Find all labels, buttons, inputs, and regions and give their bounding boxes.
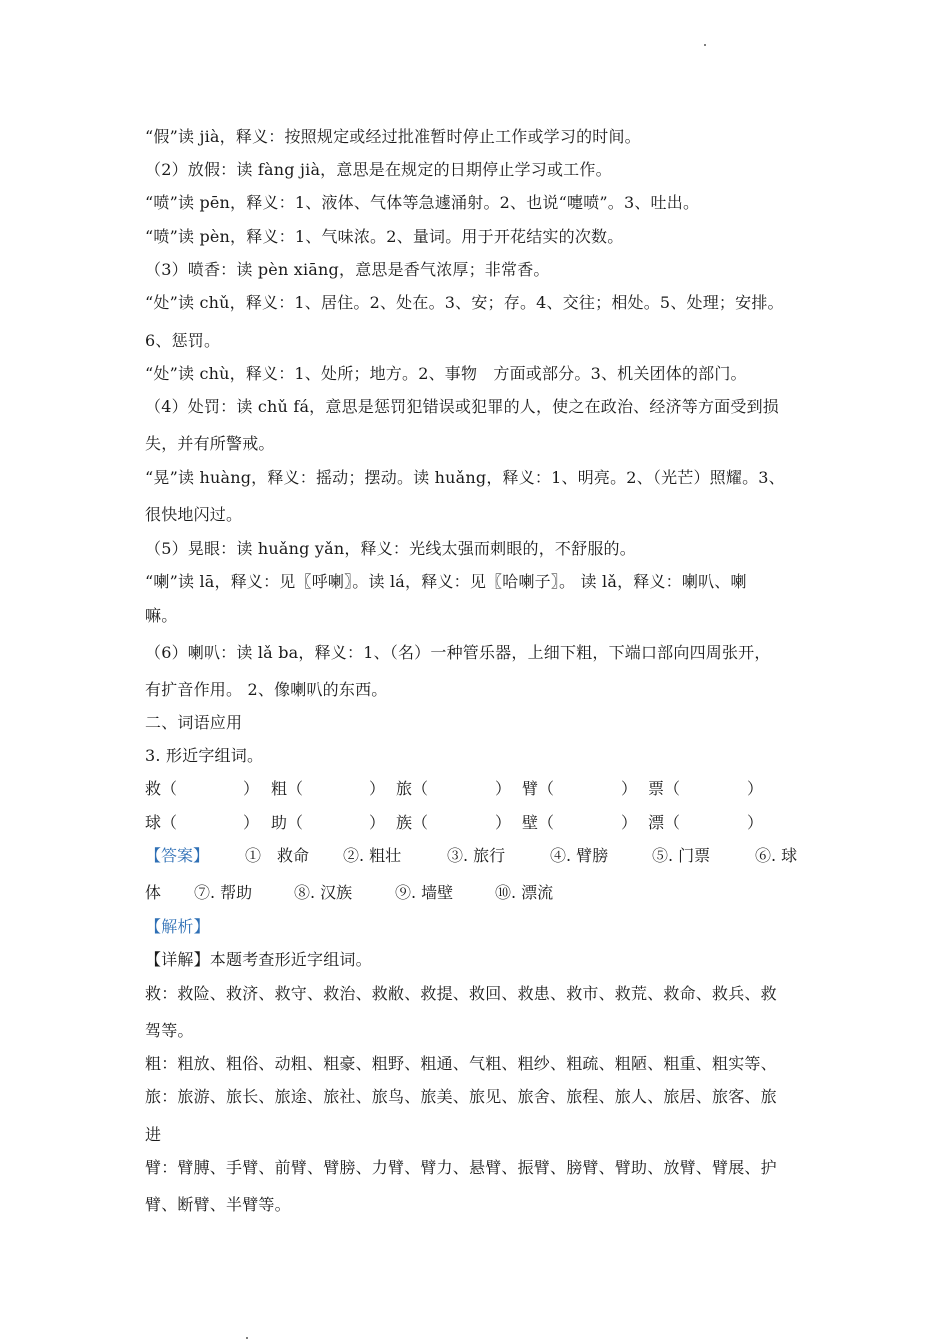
text-line: “喷”读 pèn，释义：1、气味浓。2、量词。用于开花结实的次数。 (145, 227, 624, 246)
detail-line: 臂：臂膊、手臂、前臂、臂膀、力臂、臂力、悬臂、振臂、膀臂、臂助、放臂、臂展、护 (145, 1158, 777, 1177)
word-row-2 (145, 813, 805, 833)
text-line: “喷”读 pēn，释义：1、液体、气体等急遽涌射。2、也说“嚏喷”。3、吐出。 (145, 193, 700, 212)
detail-line: 进 (145, 1125, 162, 1144)
char-cell-close: ） (495, 779, 512, 798)
detail-line: 臂、断臂、半臂等。 (145, 1195, 291, 1214)
detail-line: 粗：粗放、粗俗、动粗、粗豪、粗野、粗通、气粗、粗纱、粗疏、粗陋、粗重、粗实等、 (145, 1054, 777, 1073)
page-mark-bottom (246, 1337, 248, 1339)
question-title: 3. 形近字组词。 (145, 746, 264, 765)
answer-item: ④. 臂膀 (550, 846, 609, 865)
text-line: 失，并有所警戒。 (145, 434, 275, 453)
text-line: （2）放假：读 fàng jià，意思是在规定的日期停止学习或工作。 (145, 160, 612, 179)
char-cell-close: ） (243, 813, 260, 832)
char-cell-close: ） (243, 779, 260, 798)
detail-line: 救：救险、救济、救守、救治、救敝、救提、救回、救患、救市、救荒、救命、救兵、救 (145, 984, 777, 1003)
answer-item: ②. 粗壮 (343, 846, 402, 865)
word-row-1 (145, 779, 805, 799)
char-cell: 臂（ (522, 779, 555, 798)
detail-line: 旅：旅游、旅长、旅途、旅社、旅鸟、旅美、旅见、旅舍、旅程、旅人、旅居、旅客、旅 (145, 1087, 777, 1106)
char-cell: 助（ (271, 813, 304, 832)
answer-item: ⑦. 帮助 (194, 883, 253, 902)
answer-item: ① 救命 (245, 846, 310, 865)
char-cell-close: ） (621, 779, 638, 798)
char-cell-close: ） (369, 779, 386, 798)
text-line: 有扩音作用。 2、像喇叭的东西。 (145, 680, 388, 699)
detail-line: 驾等。 (145, 1021, 194, 1040)
char-cell: 球（ (145, 813, 178, 832)
char-cell: 旅（ (396, 779, 429, 798)
text-line: （6）喇叭：读 lǎ ba，释义：1、（名）一种管乐器，上细下粗，下端口部向四周张开， (145, 643, 771, 662)
answer-label: 【答案】 (145, 846, 210, 865)
text-line: “喇”读 lā，释义：见〖呼喇〗。读 lá，释义：见〖哈喇子〗。 读 lǎ，释义：喇叭、喇 (145, 572, 747, 591)
char-cell: 壁（ (522, 813, 555, 832)
char-cell: 救（ (145, 779, 178, 798)
detail-line: 【详解】本题考查形近字组词。 (145, 950, 372, 969)
char-cell-close: ） (747, 813, 764, 832)
text-line: “晃”读 huàng，释义：摇动；摆动。读 huǎng，释义：1、明亮。2、（光芒）照耀。3、 (145, 468, 785, 487)
answer-item: ③. 旅行 (447, 846, 506, 865)
section-heading: 二、词语应用 (145, 713, 243, 732)
answer-item: ⑨. 墙壁 (395, 883, 454, 902)
text-line: 6、惩罚。 (145, 331, 221, 350)
answer-item: ⑥. 球 (755, 846, 798, 865)
page-mark-top (704, 44, 706, 46)
text-line: “假”读 jià，释义：按照规定或经过批准暂时停止工作或学习的时间。 (145, 127, 641, 146)
char-cell-close: ） (747, 779, 764, 798)
text-line: “处”读 chǔ，释义：1、居住。2、处在。3、安；存。4、交往；相处。5、处理；安排。 (145, 293, 784, 312)
text-line: （5）晃眼：读 huǎng yǎn，释义：光线太强而刺眼的，不舒服的。 (145, 539, 636, 558)
char-cell: 族（ (396, 813, 429, 832)
char-cell-close: ） (369, 813, 386, 832)
analysis-label: 【解析】 (145, 917, 210, 936)
char-cell-close: ） (621, 813, 638, 832)
answer-item: ⑩. 漂流 (495, 883, 554, 902)
answer-item: ⑧. 汉族 (294, 883, 353, 902)
text-line: （4）处罚：读 chǔ fá，意思是惩罚犯错误或犯罪的人，使之在政治、经济等方面受到损 (145, 397, 779, 416)
text-line: （3）喷香：读 pèn xiāng，意思是香气浓厚；非常香。 (145, 260, 550, 279)
text-line: “处”读 chù，释义：1、处所；地方。2、事物 方面或部分。3、机关团体的部门。 (145, 364, 747, 383)
text-line: 嘛。 (145, 606, 178, 625)
answer-item: ⑤. 门票 (652, 846, 711, 865)
text-line: 很快地闪过。 (145, 505, 243, 524)
char-cell: 票（ (648, 779, 681, 798)
char-cell: 漂（ (648, 813, 681, 832)
answer-item: 体 (145, 883, 162, 902)
char-cell: 粗（ (271, 779, 304, 798)
char-cell-close: ） (495, 813, 512, 832)
